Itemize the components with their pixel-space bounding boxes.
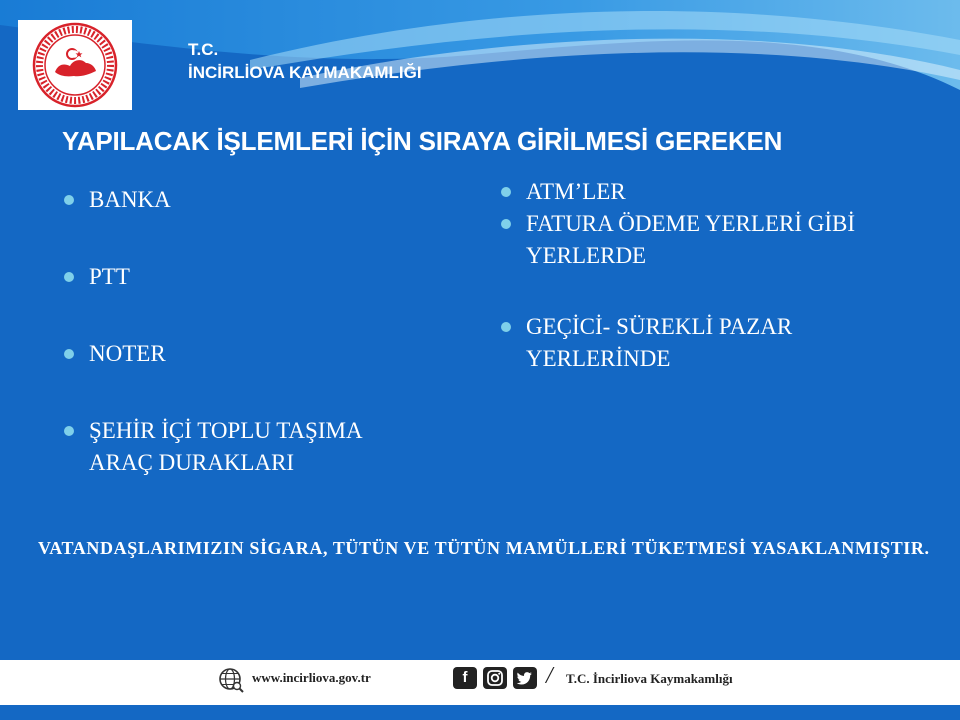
item-line: YERLERDE [526,243,647,268]
page-heading: YAPILACAK İŞLEMLERİ İÇİN SIRAYA GİRİLMESİ GEREKEN [62,126,783,156]
twitter-glyph [513,667,537,689]
list-item [62,184,442,216]
item-line: ARAÇ DURAKLARI [89,450,295,475]
bottom-strip [0,705,960,720]
decorative-wave [0,0,960,140]
footer [0,660,960,705]
instagram-icon[interactable] [483,667,507,689]
list-item [499,176,899,208]
list-item [499,311,899,375]
list-item [62,415,442,479]
twitter-icon[interactable] [513,667,537,689]
item-line: FATURA ÖDEME YERLERİ GİBİ [526,211,856,236]
org-line-1: T.C. [188,40,219,59]
list-item [62,338,442,370]
logo [18,20,132,110]
item-line: PTT [89,264,130,289]
globe-icon [218,667,244,693]
instagram-glyph [483,667,507,689]
organization-title [188,38,422,84]
item-line: NOTER [89,341,166,366]
item-line: ATM’LER [526,179,626,204]
facebook-glyph: f [462,669,468,686]
item-line: YERLERİNDE [526,346,671,371]
social-handle[interactable]: T.C. İncirliova Kaymakamlığı [566,671,733,686]
item-line: ŞEHİR İÇİ TOPLU TAŞIMA [89,418,363,443]
seal-emblem-icon [18,20,132,110]
list-item [62,261,442,293]
right-list [499,176,899,375]
item-line: GEÇİCİ- SÜREKLİ PAZAR [526,314,793,339]
facebook-icon[interactable] [453,667,477,689]
list-item [499,208,899,272]
item-line: BANKA [89,187,171,212]
footer-separator: / [546,663,553,689]
left-list [62,184,442,524]
website-link[interactable]: www.incirliova.gov.tr [252,670,371,685]
org-line-2: İNCİRLİOVA KAYMAKAMLIĞI [188,63,422,82]
smoking-notice: VATANDAŞLARIMIZIN SİGARA, TÜTÜN VE TÜTÜN MAMÜLLERİ TÜKETMESİ YASAKLANMIŞTIR. [38,538,930,558]
